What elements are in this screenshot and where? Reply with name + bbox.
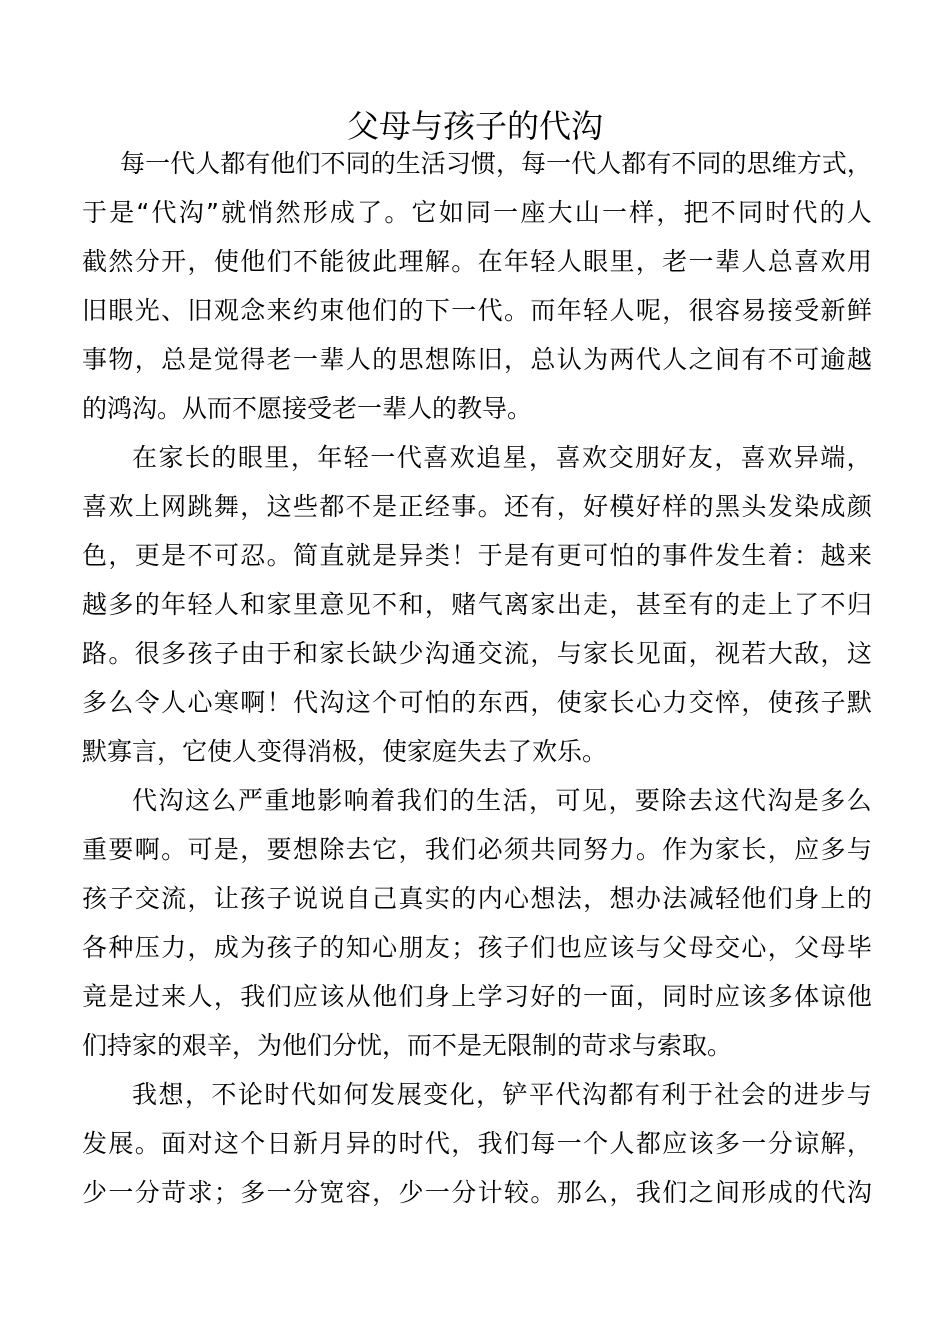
- document-body: [82, 139, 872, 1217]
- text-line: 代 沟 这 么 严 重 地 影 响 着 我 们 的 生 活 ， 可 见 ， 要 除 去 这 代 沟 是 多 么: [132, 786, 872, 815]
- text-line: 我 想 ， 不 论 时 代 如 何 发 展 变 化 ， 铲 平 代 沟 都 有 利 于 社 会 的 进 步 与: [132, 1080, 872, 1109]
- text-line: 于 是 “ 代 沟 ” 就 悄 然 形 成 了 。 它 如 同 一 座 大 山 一 样 ， 把 不 同 时 代 的 人: [82, 198, 872, 227]
- text-line: 们持家的艰辛，为他们分忧，而不是无限制的苛求与索取。: [82, 1031, 733, 1060]
- text-line: 每 一 代 人 都 有 他 们 不 同 的 生 活 习 惯 ， 每 一 代 人 都 有 不 同 的 思 维 方 式 ，: [120, 149, 872, 178]
- text-line: 事 物 ， 总 是 觉 得 老 一 辈 人 的 思 想 陈 旧 ， 总 认 为 两 代 人 之 间 有 不 可 逾 越: [82, 345, 872, 374]
- text-line: 孩 子 交 流 ， 让 孩 子 说 说 自 己 真 实 的 内 心 想 法 ， 想 办 法 减 轻 他 们 身 上 的: [82, 884, 872, 913]
- text-line: 各 种 压 力 ， 成 为 孩 子 的 知 心 朋 友 ； 孩 子 们 也 应 该 与 父 母 交 心 ， 父 母 毕: [82, 933, 872, 962]
- text-line: 竟 是 过 来 人 ， 我 们 应 该 从 他 们 身 上 学 习 好 的 一 面 ， 同 时 应 该 多 体 谅 他: [82, 982, 872, 1011]
- document-title: 父母与孩子的代沟: [346, 107, 603, 145]
- text-line: 多 么 令 人 心 寒 啊 ！ 代 沟 这 个 可 怕 的 东 西 ， 使 家 长 心 力 交 悴 ， 使 孩 子 默: [82, 688, 872, 717]
- text-line: 默寡言，它使人变得消极，使家庭失去了欢乐。: [82, 737, 608, 766]
- text-line: 色 ， 更 是 不 可 忍 。 简 直 就 是 异 类 ！ 于 是 有 更 可 怕 的 事 件 发 生 着 ： 越 来: [82, 541, 872, 570]
- text-line: 截 然 分 开 ， 使 他 们 不 能 彼 此 理 解 。 在 年 轻 人 眼 里 ， 老 一 辈 人 总 喜 欢 用: [82, 247, 872, 276]
- text-line: 越 多 的 年 轻 人 和 家 里 意 见 不 和 ， 赌 气 离 家 出 走 ， 甚 至 有 的 走 上 了 不 归: [82, 590, 872, 619]
- text-line: 重 要 啊 。 可 是 ， 要 想 除 去 它 ， 我 们 必 须 共 同 努 力 。 作 为 家 长 ， 应 多 与: [82, 835, 872, 864]
- text-line: 少 一 分 苛 求 ； 多 一 分 宽 容 ， 少 一 分 计 较 。 那 么 ， 我 们 之 间 形 成 的 代 沟: [82, 1178, 872, 1207]
- text-line: 发 展 。 面 对 这 个 日 新 月 异 的 时 代 ， 我 们 每 一 个 人 都 应 该 多 一 分 谅 解 ，: [82, 1129, 872, 1158]
- text-line: 路 。 很 多 孩 子 由 于 和 家 长 缺 少 沟 通 交 流 ， 与 家 长 见 面 ， 视 若 大 敌 ， 这: [82, 639, 872, 668]
- text-line: 旧 眼 光 、 旧 观 念 来 约 束 他 们 的 下 一 代 。 而 年 轻 人 呢 ， 很 容 易 接 受 新 鲜: [82, 296, 872, 325]
- text-line: 喜 欢 上 网 跳 舞 ， 这 些 都 不 是 正 经 事 。 还 有 ， 好 模 好 样 的 黑 头 发 染 成 颜: [82, 492, 872, 521]
- text-line: 在 家 长 的 眼 里 ， 年 轻 一 代 喜 欢 追 星 ， 喜 欢 交 朋 好 友 ， 喜 欢 异 端 ，: [132, 443, 872, 472]
- text-line: 的鸿沟。从而不愿接受老一辈人的教导。: [82, 394, 533, 423]
